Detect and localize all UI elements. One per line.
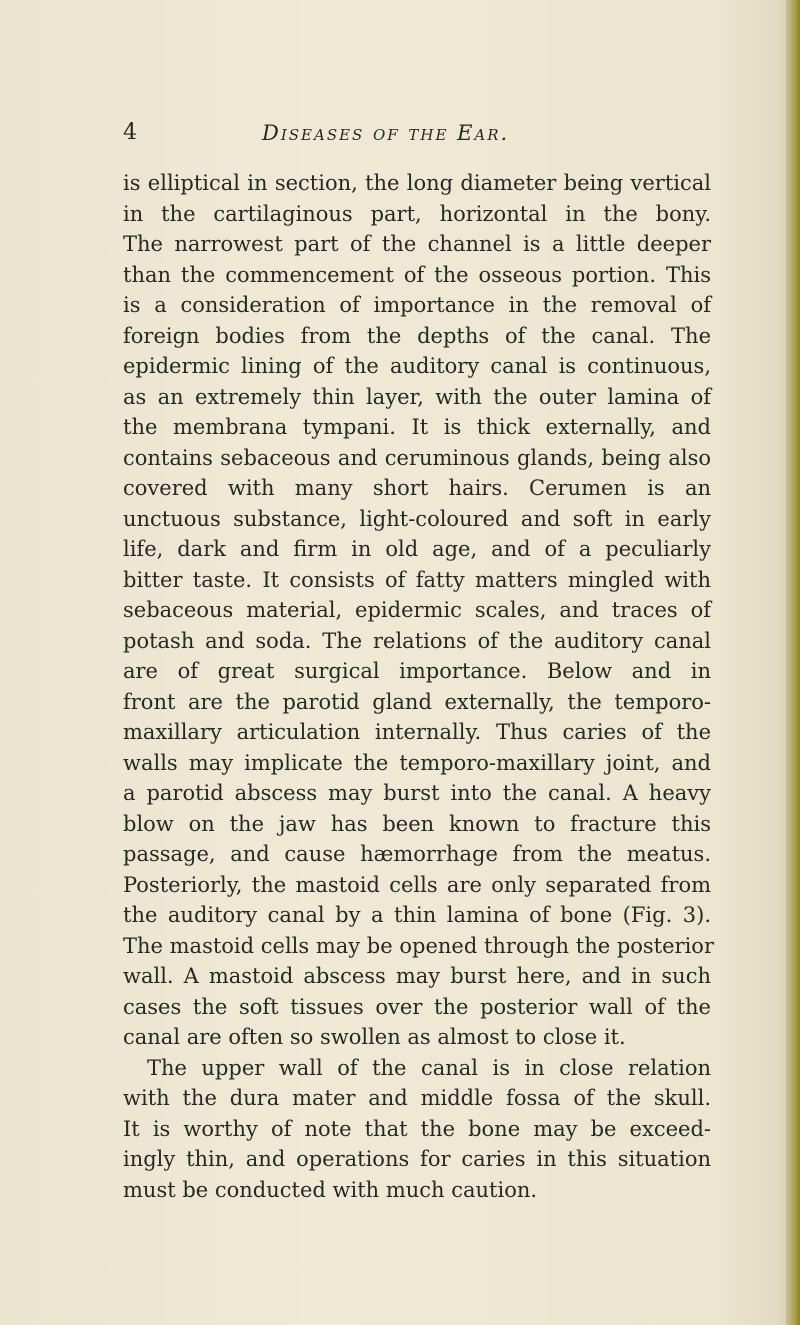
text-line: unctuous substance, light-coloured and soft in early (123, 506, 711, 531)
text-line: potash and soda. The relations of the auditory canal (123, 628, 711, 653)
text-line: foreign bodies from the depths of the canal. The (123, 323, 711, 348)
text-line: passage, and cause hæmorrhage from the meatus. (123, 842, 711, 866)
text-line: It is worthy of note that the bone may be exceed- (123, 1116, 711, 1141)
text-line: must be conducted with much caution. (123, 1177, 538, 1202)
text-line: The narrowest part of the channel is a little deeper (123, 232, 711, 256)
text-line: wall. A mastoid abscess may burst here, and in such (123, 964, 711, 988)
text-line: cases the soft tissues over the posterior wall of the (123, 994, 711, 1019)
text-line: canal are often so swollen as almost to close it. (123, 1025, 626, 1049)
text-line: blow on the jaw has been known to fracture this (123, 811, 711, 836)
page-number: 4 (123, 120, 137, 145)
text-line: as an extremely thin layer, with the outer lamina of (123, 384, 711, 409)
text-line: with the dura mater and middle fossa of the skull. (123, 1086, 711, 1110)
text-line: sebaceous material, epidermic scales, and traces of (123, 598, 711, 622)
text-line: epidermic lining of the auditory canal is continuous, (123, 354, 711, 378)
text-line: is elliptical in section, the long diameter being vertical (123, 171, 711, 195)
text-line: Posteriorly, the mastoid cells are only separated from (123, 872, 711, 897)
text-line: The upper wall of the canal is in close relation (147, 1055, 711, 1080)
body-text (123, 168, 714, 1205)
text-line: in the cartilaginous part, horizontal in the bony. (123, 201, 711, 226)
text-line: a parotid abscess may burst into the canal. A heavy (123, 781, 711, 805)
text-line: life, dark and firm in old age, and of a peculiarly (123, 537, 711, 561)
text-line: the membrana tympani. It is thick externally, and (123, 415, 711, 439)
text-line: contains sebaceous and ceruminous glands, being also (123, 445, 711, 470)
text-line: The mastoid cells may be opened through the posterior (123, 933, 714, 958)
text-line: is a consideration of importance in the removal of (123, 293, 711, 317)
text-line: than the commencement of the osseous portion. This (123, 262, 711, 287)
text-line: walls may implicate the temporo-maxillary joint, and (123, 750, 711, 775)
text-line: are of great surgical importance. Below and in (123, 659, 711, 683)
text-line: front are the parotid gland externally, the temporo- (123, 689, 711, 714)
page-edge (786, 0, 800, 1325)
text-line: the auditory canal by a thin lamina of bone (Fig. 3). (123, 903, 711, 927)
text-line: bitter taste. It consists of fatty matters mingled with (123, 567, 711, 592)
running-head (0, 118, 800, 148)
text-line: ingly thin, and operations for caries in this situation (123, 1147, 711, 1171)
text-line: covered with many short hairs. Cerumen is an (123, 476, 711, 500)
text-line: maxillary articulation internally. Thus caries of the (123, 720, 711, 744)
running-title: Diseases of the Ear. (262, 121, 510, 145)
